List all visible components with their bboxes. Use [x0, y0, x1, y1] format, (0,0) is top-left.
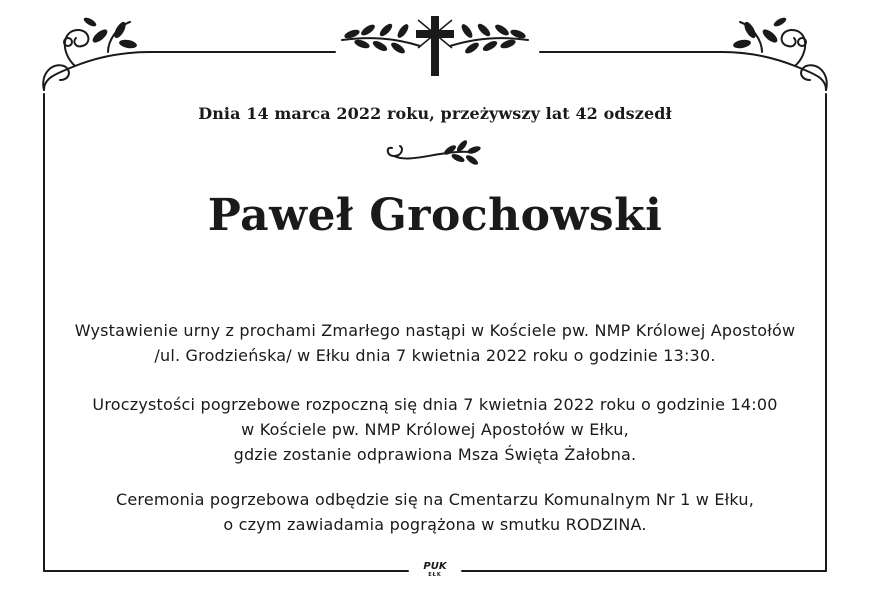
paragraph-line: Wystawienie urny z prochami Zmarłego nastąpi w Kościele pw. NMP Królowej Apostołów [74, 321, 796, 340]
floral-swirl-icon [43, 22, 150, 90]
floral-swirl-icon [722, 22, 827, 90]
burial-paragraph [0, 487, 870, 537]
paragraph-line: /ul. Grodzieńska/ w Ełku dnia 7 kwietnia 2022 roku o godzinie 13:30. [154, 346, 716, 365]
paragraph-line: gdzie zostanie odprawiona Msza Święta Żałobna. [233, 445, 637, 464]
logo-text-top: PUK [423, 561, 447, 572]
paragraph-line: Ceremonia pogrzebowa odbędzie się na Cmentarzu Komunalnym Nr 1 w Ełku, [115, 490, 755, 509]
paragraph-line: Uroczystości pogrzebowe rozpoczną się dnia 7 kwietnia 2022 roku o godzinie 14:00 [92, 395, 778, 414]
puk-elk-logo [415, 562, 455, 578]
funeral-ceremony-paragraph [0, 392, 870, 467]
deceased-name: Paweł Grochowski [207, 190, 663, 241]
urn-viewing-paragraph [0, 318, 870, 368]
paragraph-line: o czym zawiadamia pogrążona w smutku RODZINA. [223, 515, 647, 534]
leaf-flourish-icon [388, 139, 482, 167]
paragraph-line: w Kościele pw. NMP Królowej Apostołów w Ełku, [241, 420, 629, 439]
cross-with-olive-branches-icon [342, 16, 528, 76]
logo-text-bottom: EŁK [428, 572, 442, 578]
death-date-line: Dnia 14 marca 2022 roku, przeżywszy lat 42 odszedł [198, 104, 672, 123]
